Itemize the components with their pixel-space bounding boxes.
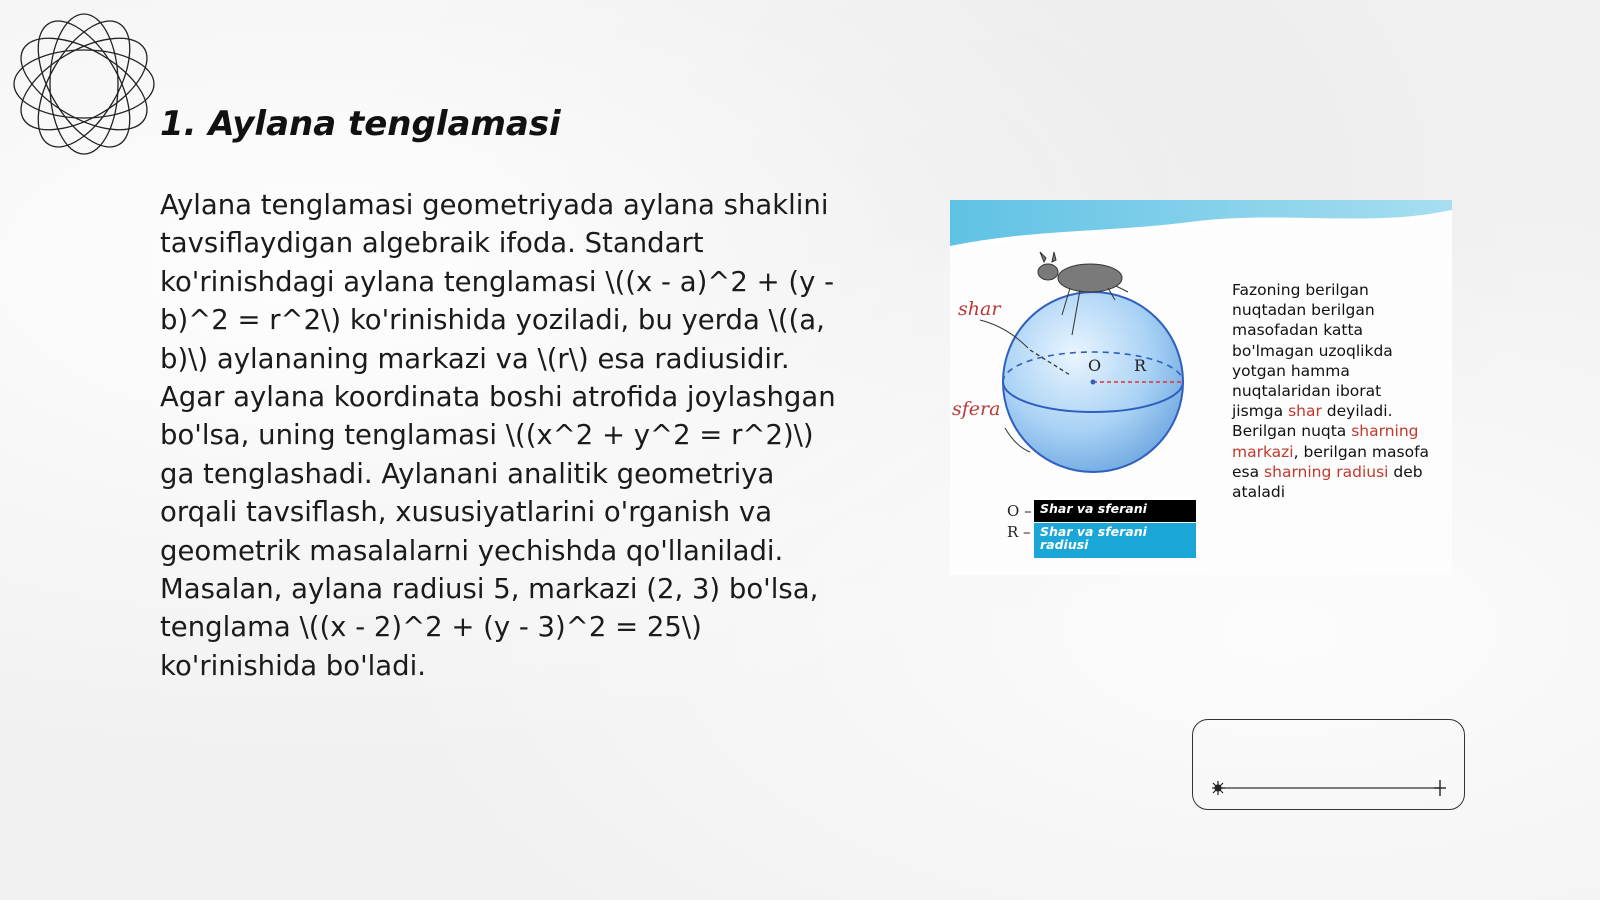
definition-part-4: deb ataladi	[1232, 462, 1423, 502]
definition-part-1: Fazoning berilgan nuqtadan berilgan masofadan katta bo'lmagan uzoqlikda yotgan hamma nuqtalaridan iborat jismga	[1232, 281, 1393, 421]
legend-r-text: Shar va sferani radiusi	[1034, 523, 1196, 558]
legend-o-key: O –	[1007, 502, 1032, 520]
legend-r-key: R –	[1007, 523, 1031, 541]
decorative-line	[1212, 779, 1446, 797]
point-r-label: R	[1134, 356, 1147, 375]
cross-marker-icon	[1434, 780, 1446, 796]
definition-part-2: deyiladi. Berilgan nuqta	[1232, 402, 1393, 441]
legend-o-text: Shar va sferani	[1034, 500, 1196, 522]
label-shar: shar	[958, 298, 1001, 320]
term-radiusi: sharning radiusi	[1264, 462, 1389, 481]
circle-flower-logo-icon	[10, 10, 158, 158]
definition-part-3: , berilgan masofa esa	[1232, 442, 1430, 481]
sun-marker-icon	[1212, 781, 1225, 795]
term-markazi: sharning markazi	[1232, 422, 1419, 461]
slide-title: 1. Aylana tenglamasi	[160, 104, 561, 144]
term-shar: shar	[1288, 402, 1322, 421]
point-o-label: O	[1088, 356, 1102, 375]
sphere-figure	[950, 200, 1452, 575]
sphere-definition-text	[1232, 280, 1432, 502]
slide-body-text: Aylana tenglamasi geometriyada aylana shaklini tavsiflaydigan algebraik ifoda. Standart ko'rinishdagi aylana tenglamasi \((x - a)^2 + (y - b)^2 = r^2\) ko'rinishida yoziladi, bu yerda \((a, b)\) aylananing markazi va \(r\) esa radiusidir. Agar aylana koordinata boshi atrofida joylashgan bo'lsa, uning tenglamasi \((x^2 + y^2 = r^2)\) ga tenglashadi. Aylanani analitik geometriya orqali tavsiflash, xususiyatlarini o'rganish va geometrik masalalarni yechishda qo'llaniladi. Masalan, aylana radiusi 5, markazi (2, 3) bo'lsa, tenglama \((x - 2)^2 + (y - 3)^2 = 25\) ko'rinishida bo'ladi.	[160, 189, 836, 682]
label-sfera: sfera	[952, 398, 1001, 420]
